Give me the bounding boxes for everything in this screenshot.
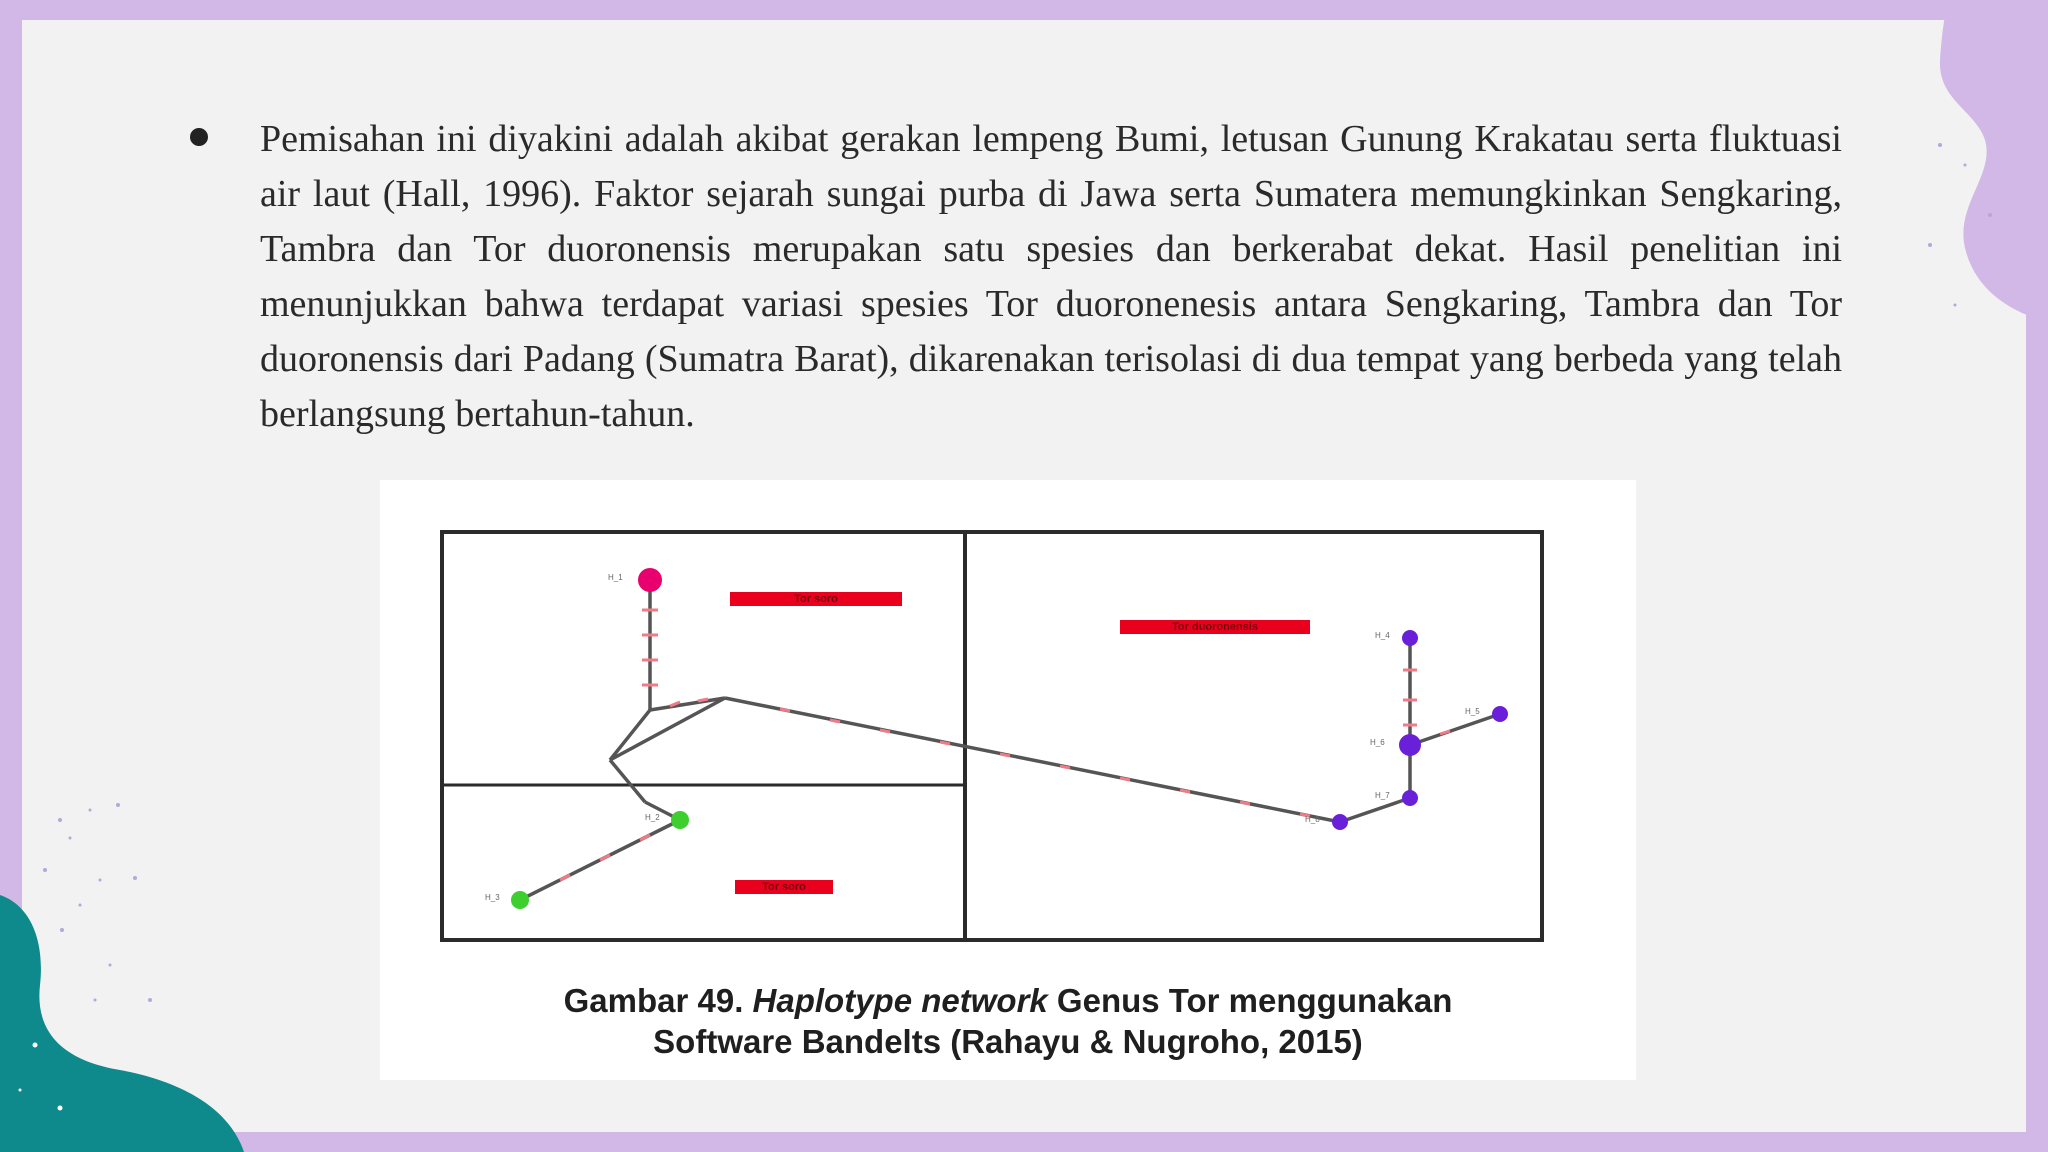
node-tag-purple-mid: H_6 [1370, 738, 1385, 747]
group-label-pink: Tor soro [730, 592, 902, 606]
haplotype-node-pink [638, 568, 662, 592]
haplotype-node-green-top [671, 811, 689, 829]
node-tag-purple-right: H_5 [1465, 707, 1480, 716]
bullet-dot [190, 128, 208, 146]
caption-prefix: Gambar 49. [563, 982, 753, 1019]
haplotype-node-purple-mid [1399, 734, 1421, 756]
paragraph-text: Pemisahan ini diyakini adalah akibat gerakan lempeng Bumi, letusan Gunung Krakatau serta fluktuasi air laut (Hall, 1996). Faktor sejarah sungai purba di Jawa serta Sumatera memungkinkan Sengkaring, Tambra dan Tor duoronensis merupakan satu spesies dan berkerabat dekat. Hasil penelitian ini menunjukkan bahwa terdapat variasi spesies Tor duoronenesis antara Sengkaring, Tambra dan Tor duoronensis dari Padang (Sumatra Barat), dikarenakan terisolasi di dua tempat yang berbeda yang telah berlangsung bertahun-tahun. [260, 118, 1842, 435]
node-tag-purple-lower: H_7 [1375, 791, 1390, 800]
network-diagram [380, 480, 1636, 980]
node-tag-purple-bottom: H_8 [1305, 815, 1320, 824]
caption-italic: Haplotype network [752, 982, 1048, 1019]
node-tag-pink: H_1 [608, 573, 623, 582]
caption-line-1 [380, 980, 1636, 1021]
haplotype-node-purple-right [1492, 706, 1508, 722]
haplotype-node-purple-top [1402, 630, 1418, 646]
group-label-purple: Tor duoronensis [1120, 620, 1310, 634]
caption-line-2: Software Bandelts (Rahayu & Nugroho, 2015) [653, 1023, 1363, 1060]
caption-suffix: Genus Tor menggunakan [1047, 982, 1453, 1019]
bullet-item [190, 112, 1842, 442]
node-tag-purple-top: H_4 [1375, 631, 1390, 640]
node-tag-green-top: H_2 [645, 813, 660, 822]
node-tag-green-bottom: H_3 [485, 893, 500, 902]
haplotype-node-purple-bottom [1332, 814, 1348, 830]
network-edges [520, 580, 1500, 900]
haplotype-node-green-bottom [511, 891, 529, 909]
figure-caption [380, 980, 1636, 1062]
group-label-green: Tor soro [735, 880, 833, 894]
frame-outer [442, 532, 1542, 940]
figure-haplotype-network [380, 480, 1636, 1080]
mutation-ticks [560, 610, 1450, 880]
haplotype-node-purple-lower [1402, 790, 1418, 806]
